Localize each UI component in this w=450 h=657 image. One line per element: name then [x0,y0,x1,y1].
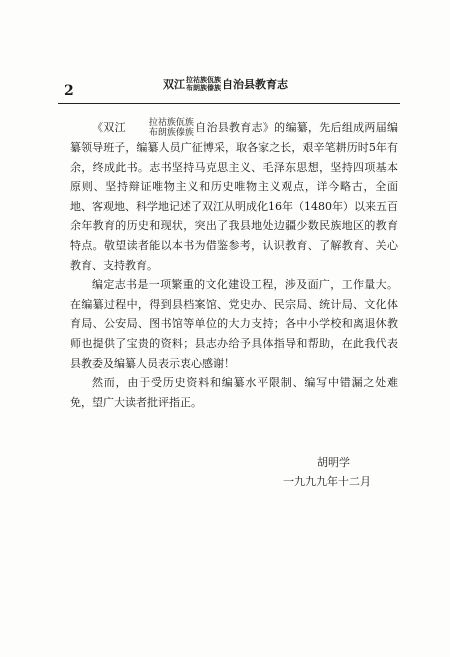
header-rule [58,103,400,104]
inline-stack-top: 拉祜族佤族 [148,118,194,128]
header-stack-top: 拉祜族佤族 [186,75,221,84]
header-title-prefix: 双江 [163,78,185,91]
header-title-suffix: 自治县教育志 [222,78,288,91]
page-number: 2 [64,83,74,99]
signature-date: 一九九九年十二月 [283,475,371,488]
paragraph-1 [70,118,398,275]
paragraph-2: 编定志书是一项繁重的文化建设工程，涉及面广，工作量大。在编纂过程中，得到县档案馆、党史办、民宗局、统计局、文化体育局、公安局、图书馆等单位的大力支持；各中小学校和离退休教师也提供了宝贵的资料；县志办给予具体指导和帮助，在此我代表县教委及编纂人员表示衷心感谢！ [70,278,398,370]
header-stack-bottom: 布朗族傣族 [186,83,221,92]
paragraph-3: 然而，由于受历史资料和编纂水平限制、编写中错漏之处难免，望广大读者批评指正。 [70,376,398,409]
inline-stack [127,118,194,138]
running-header-title [163,76,288,92]
header-title-stack [186,76,221,92]
inline-title-stack [126,118,195,138]
inline-stack-bottom: 布朗族傣族 [148,128,194,138]
body-text [70,118,398,412]
author-signature: 胡明学 [317,456,350,469]
paragraph-1-text: 自治县教育志》的编纂，先后组成两届编纂领导班子，编纂人员广征博采，取各家之长，艰辛笔耕历时5年有余，终成此书。志书坚持马克思主义、毛泽东思想，坚持四项基本原则、坚持辩证唯物主义和历史唯物主义观点，详今略古，全面地、客观地、科学地记述了双江从明成化16年（1480年）以来五百余年教育的历史和现状，突出了我县地处边疆少数民族地区的教育特点。敬望读者能以本书为借鉴参考，认识教育、了解教育、关心教育、支持教育。 [70,121,399,272]
paragraph-1-lead: 《双江 [92,121,126,134]
